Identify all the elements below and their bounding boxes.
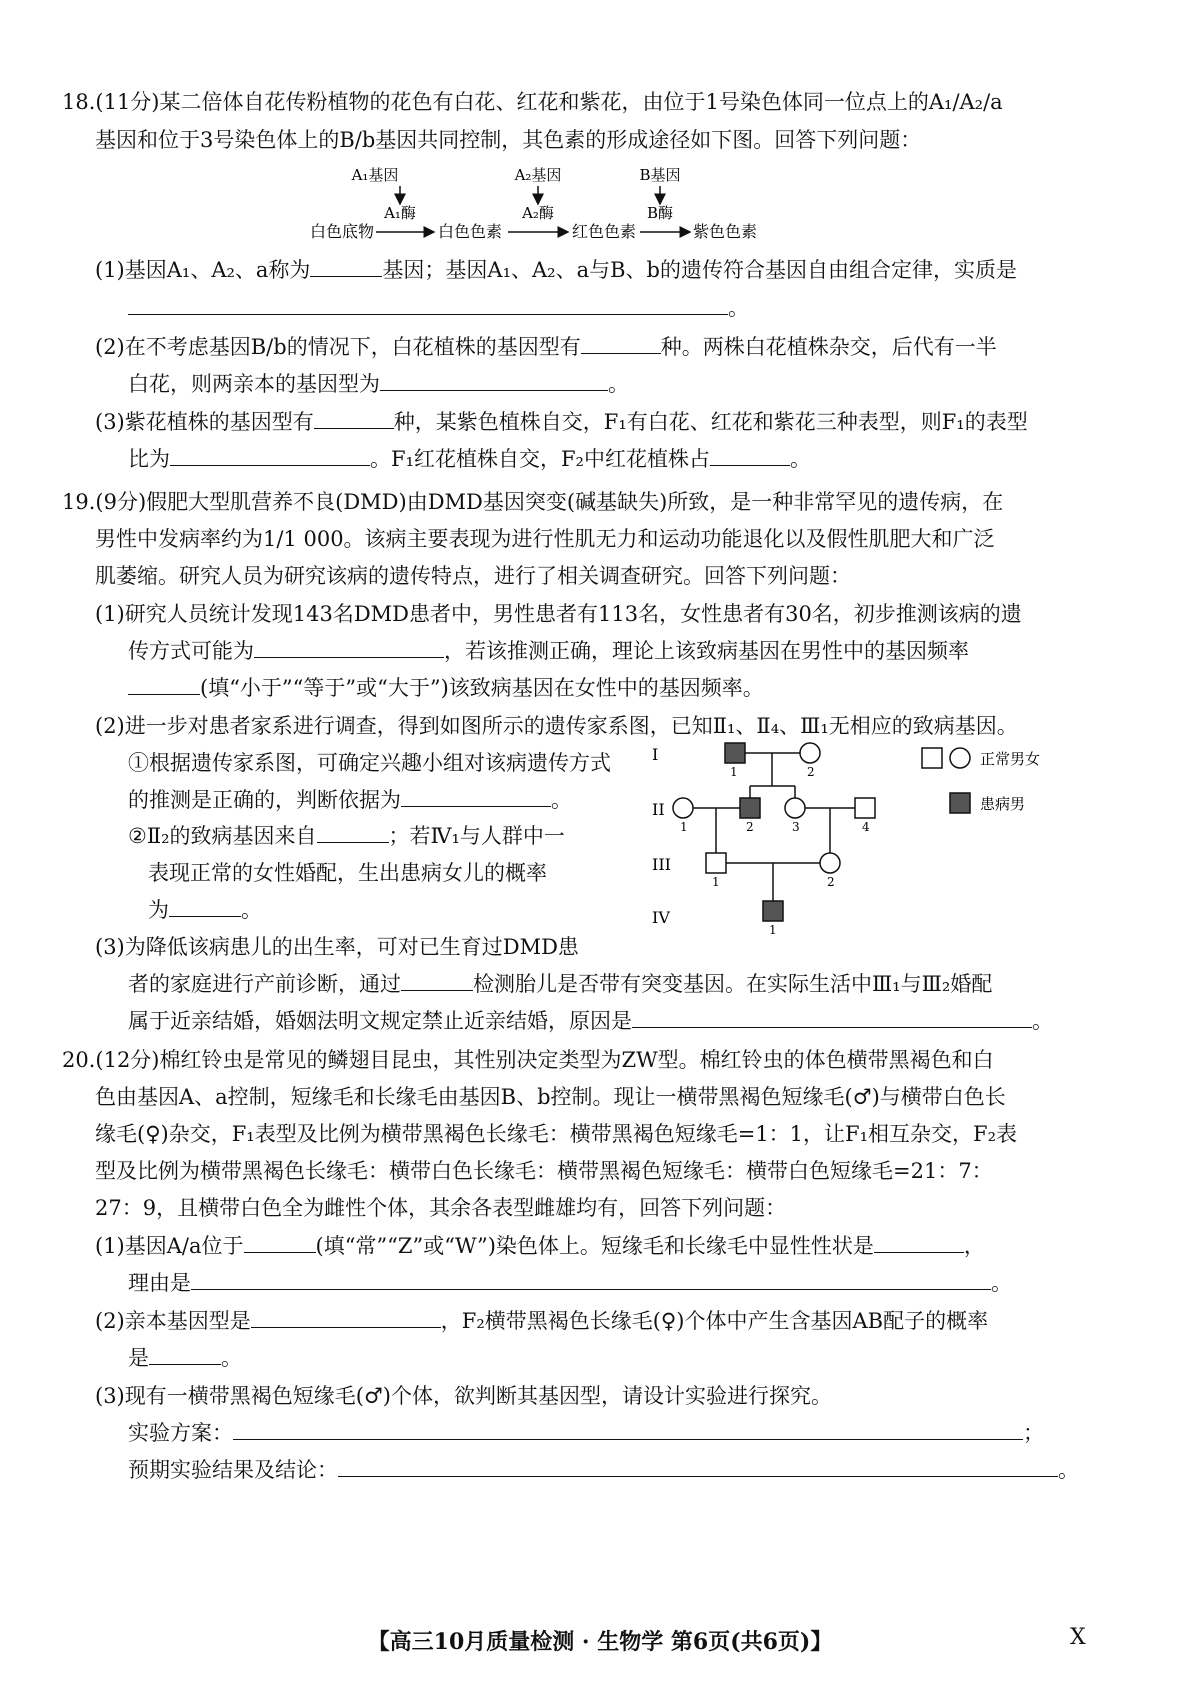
q20-p1-line1 [95,1232,985,1260]
legend-normal-label: 正常男女 [980,750,1041,768]
gen-label-iii: III [652,855,671,874]
gene-a1-label: A₁基因 [351,166,399,184]
ped-i1-affected-male [725,743,745,763]
q20-p1-text-c: ， [963,1234,985,1258]
q19-p2-text-d: 。 [551,788,572,812]
q20-line2: 色由基因A、a控制，短缘毛和长缘毛由基因B、b控制。现让一横带黑褐色短缘毛(♂)与横带白色长 [95,1085,1006,1109]
q19-p1-text-c: ，若该推测正确，理论上该致病基因在男性中的基因频率 [444,639,969,663]
enzyme-a1-label: A₁酶 [384,204,416,222]
q18-p2-text-c: 白花，则两亲本的基因型为 [128,372,380,396]
q19-p2-line6 [148,896,262,924]
q20-p3-blank1[interactable] [233,1421,1023,1440]
q19-p3-text-d: 属于近亲结婚，婚姻法明文规定禁止近亲结婚，原因是 [128,1009,632,1033]
gen-label-iv: IV [652,908,670,927]
q18-p3-blank1[interactable] [314,410,394,429]
q20-p2-blank1[interactable] [251,1309,441,1328]
q19-p2-line5: 表现正常的女性婚配，生出患病女儿的概率 [148,861,547,885]
gen-label-ii: II [652,800,665,819]
q20-line1: 20.(12分)棉红铃虫是常见的鳞翅目昆虫，其性别决定类型为ZW型。棉红铃虫的体色横带黑褐色和白 [62,1048,994,1072]
legend-affected-male-square [950,793,970,813]
q18-p3-blank2[interactable] [170,447,370,466]
ped-ii1-number: 1 [680,820,688,834]
q19-p1-blank1[interactable] [254,639,444,658]
q19-p2-line4 [128,822,565,850]
q19-p1-blank2[interactable] [128,676,200,695]
q20-line4: 型及比例为横带黑褐色长缘毛：横带白色长缘毛：横带黑褐色短缘毛：横带白色短缘毛=21：7： [95,1159,993,1183]
q18-p2-end: 。 [608,372,629,396]
q18-p2-text-a: (2)在不考虑基因B/b的情况下，白花植株的基因型有 [95,335,581,359]
gen-label-i: I [652,745,659,764]
q20-p3-line2 [128,1419,1044,1447]
legend-affected-label: 患病男 [980,795,1026,813]
ped-iv1-affected-male [763,901,783,921]
q20-p3-text-c: ； [1023,1421,1044,1445]
q18-p1-blank2[interactable] [128,296,728,315]
q20-line5: 27：9，且横带白色全为雌性个体，其余各表型雌雄均有，回答下列问题： [95,1196,787,1220]
q19-p1-line2 [128,637,969,665]
q19-p1-line1: (1)研究人员统计发现143名DMD患者中，男性患者有113名，女性患者有30名，初步推测该病的遗 [95,602,1022,626]
q20-p1-blank3[interactable] [191,1271,991,1290]
q18-p3-blank3[interactable] [710,447,790,466]
enzyme-b-label: B酶 [646,204,674,222]
ped-ii4-number: 4 [862,820,870,834]
page-footer: 【高三10月质量检测 · 生物学 第6页(共6页)】 [367,1629,833,1655]
q18-p2-blank1[interactable] [581,335,661,354]
q20-p1-line2 [128,1269,1012,1297]
enzyme-a2-label: A₂酶 [522,204,554,222]
footer-mark: X [1070,1625,1086,1650]
q20-p3-blank2[interactable] [338,1458,1058,1477]
q18-p1-text-a: (1)基因A₁、A₂、a称为 [95,258,311,282]
ped-i2-normal-female [800,743,820,763]
q18-p3-end: 。 [789,447,811,471]
pigment-red-label: 红色色素 [572,222,637,241]
legend-normal-male-square [922,748,942,768]
q19-p2-text-h: 为 [148,898,169,922]
ped-i2-number: 2 [807,765,815,779]
ped-ii2-affected-male [740,798,760,818]
q18-p2-text-b: 种。两株白花植株杂交，后代有一半 [660,335,997,359]
q18-part3-line1 [95,408,1028,436]
ped-ii1-normal-female [673,798,693,818]
q20-p1-blank1[interactable] [244,1234,316,1253]
q19-line3: 肌萎缩。研究人员为研究该病的遗传特点，进行了相关调查研究。回答下列问题： [95,564,851,588]
ped-iii1-number: 1 [712,875,720,889]
q18-p1-end: 。 [728,296,749,320]
q20-p3-text-b: 实验方案： [128,1421,233,1445]
gene-a2-label: A₂基因 [514,166,562,184]
q18-p3-text-a: (3)紫花植株的基因型有 [95,410,314,434]
q19-p1-text-d: (填“小于”“等于”或“大于”)该致病基因在女性中的基因频率。 [200,676,764,700]
q20-line3: 缘毛(♀)杂交，F₁表型及比例为横带黑褐色长缘毛：横带黑褐色短缘毛=1：1，让F₁相互杂交，F₂表 [95,1122,1018,1146]
q20-p2-line1 [95,1307,988,1335]
substrate-white-label: 白色底物 [310,222,375,241]
q19-p2-blank2[interactable] [317,824,389,843]
ped-ii2-number: 2 [746,820,754,834]
q18-part1-line2 [128,294,749,322]
q18-p3-text-d: 。F₁红花植株自交，F₂中红花植株占 [370,447,710,471]
q19-p2-text-c: 的推测是正确的，判断依据为 [128,788,401,812]
q20-p1-text-d: 理由是 [128,1271,191,1295]
ped-i1-number: 1 [730,765,738,779]
q19-p3-blank2[interactable] [632,1009,1032,1028]
legend-normal-female-circle [950,748,970,768]
q19-p2-line2: ①根据遗传家系图，可确定兴趣小组对该病遗传方式 [128,751,611,775]
q19-p2-text-f: ；若Ⅳ₁与人群中一 [388,824,565,848]
q19-p3-text-c: 检测胎儿是否带有突变基因。在实际生活中Ⅲ₁与Ⅲ₂婚配 [473,972,993,996]
q19-p3-blank1[interactable] [401,972,473,991]
q18-p1-text-b: 基因；基因A₁、A₂、a与B、b的遗传符合基因自由组合定律，实质是 [382,258,1017,282]
gene-b-label: B基因 [639,166,681,184]
q19-p2-blank3[interactable] [169,898,241,917]
ped-ii3-normal-female [785,798,805,818]
q20-p2-end: 。 [221,1346,242,1370]
q20-p2-line2 [128,1344,242,1372]
q19-p3-end: 。 [1032,1009,1053,1033]
pigment-white-label: 白色色素 [438,222,503,241]
pigment-purple-label: 紫色色素 [693,222,758,241]
ped-iv1-number: 1 [769,923,777,937]
q19-p1-line3 [128,674,764,702]
q20-p3-line1: (3)现有一横带黑褐色短缘毛(♂)个体，欲判断其基因型，请设计实验进行探究。 [95,1384,832,1408]
ped-iii2-normal-female [820,853,840,873]
q19-p3-line1: (3)为降低该病患儿的出生率，可对已生育过DMD患 [95,935,579,959]
q19-p3-line2 [128,970,992,998]
q18-part2-line1 [95,333,997,361]
q20-p1-blank2[interactable] [874,1234,964,1253]
q19-p2-text-i: 。 [241,898,262,922]
q19-p2-line3 [128,786,572,814]
pigment-pathway-diagram [310,162,780,242]
q19-p3-line3 [128,1007,1053,1035]
q20-p1-text-a: (1)基因A/a位于 [95,1234,244,1258]
q18-p1-blank1[interactable] [310,258,382,277]
q19-p2-text-e: ②Ⅱ₂的致病基因来自 [128,824,317,848]
q20-p2-blank2[interactable] [149,1346,221,1365]
q19-line1: 19.(9分)假肥大型肌营养不良(DMD)由DMD基因突变(碱基缺失)所致，是一种非常罕见的遗传病，在 [62,490,1004,514]
ped-iii1-normal-male [706,853,726,873]
q18-line1: 18.(11分)某二倍体自花传粉植物的花色有白花、红花和紫花，由位于1号染色体同一位点上的A₁/A₂/a [62,90,1003,114]
q18-part1-line1 [95,256,1017,284]
q18-p3-text-c: 比为 [128,447,170,471]
q20-p2-text-a: (2)亲本基因型是 [95,1309,251,1333]
ped-ii3-number: 3 [792,820,800,834]
pedigree-chart [650,738,1100,978]
q20-p3-end: 。 [1058,1458,1079,1482]
q20-p1-end: 。 [991,1271,1012,1295]
q18-part3-line2 [128,445,811,473]
q19-p2-blank1[interactable] [401,788,551,807]
q18-p3-text-b: 种，某紫色植株自交，F₁有白花、红花和紫花三种表型，则F₁的表型 [393,410,1028,434]
q18-line2: 基因和位于3号染色体上的B/b基因共同控制，其色素的形成途径如下图。回答下列问题： [95,128,922,152]
q19-p3-text-b: 者的家庭进行产前诊断，通过 [128,972,401,996]
q18-p2-blank2[interactable] [380,372,608,391]
q20-p2-text-c: 是 [128,1346,149,1370]
q20-p3-text-d: 预期实验结果及结论： [128,1458,338,1482]
q19-line2: 男性中发病率约为1/1 000。该病主要表现为进行性肌无力和运动功能退化以及假性肌肥大和广泛 [95,527,995,551]
q19-p1-text-b: 传方式可能为 [128,639,254,663]
ped-ii4-normal-male [855,798,875,818]
q18-part2-line2 [128,370,629,398]
q19-p2-line1: (2)进一步对患者家系进行调查，得到如图所示的遗传家系图，已知Ⅱ₁、Ⅱ₄、Ⅲ₁无相应的致病基因。 [95,714,1018,738]
q20-p1-text-b: (填“常”“Z”或“W”)染色体上。短缘毛和长缘毛中显性性状是 [315,1234,874,1258]
q20-p2-text-b: ，F₂横带黑褐色长缘毛(♀)个体中产生含基因AB配子的概率 [440,1309,989,1333]
ped-iii2-number: 2 [827,875,835,889]
q20-p3-line3 [128,1456,1079,1484]
